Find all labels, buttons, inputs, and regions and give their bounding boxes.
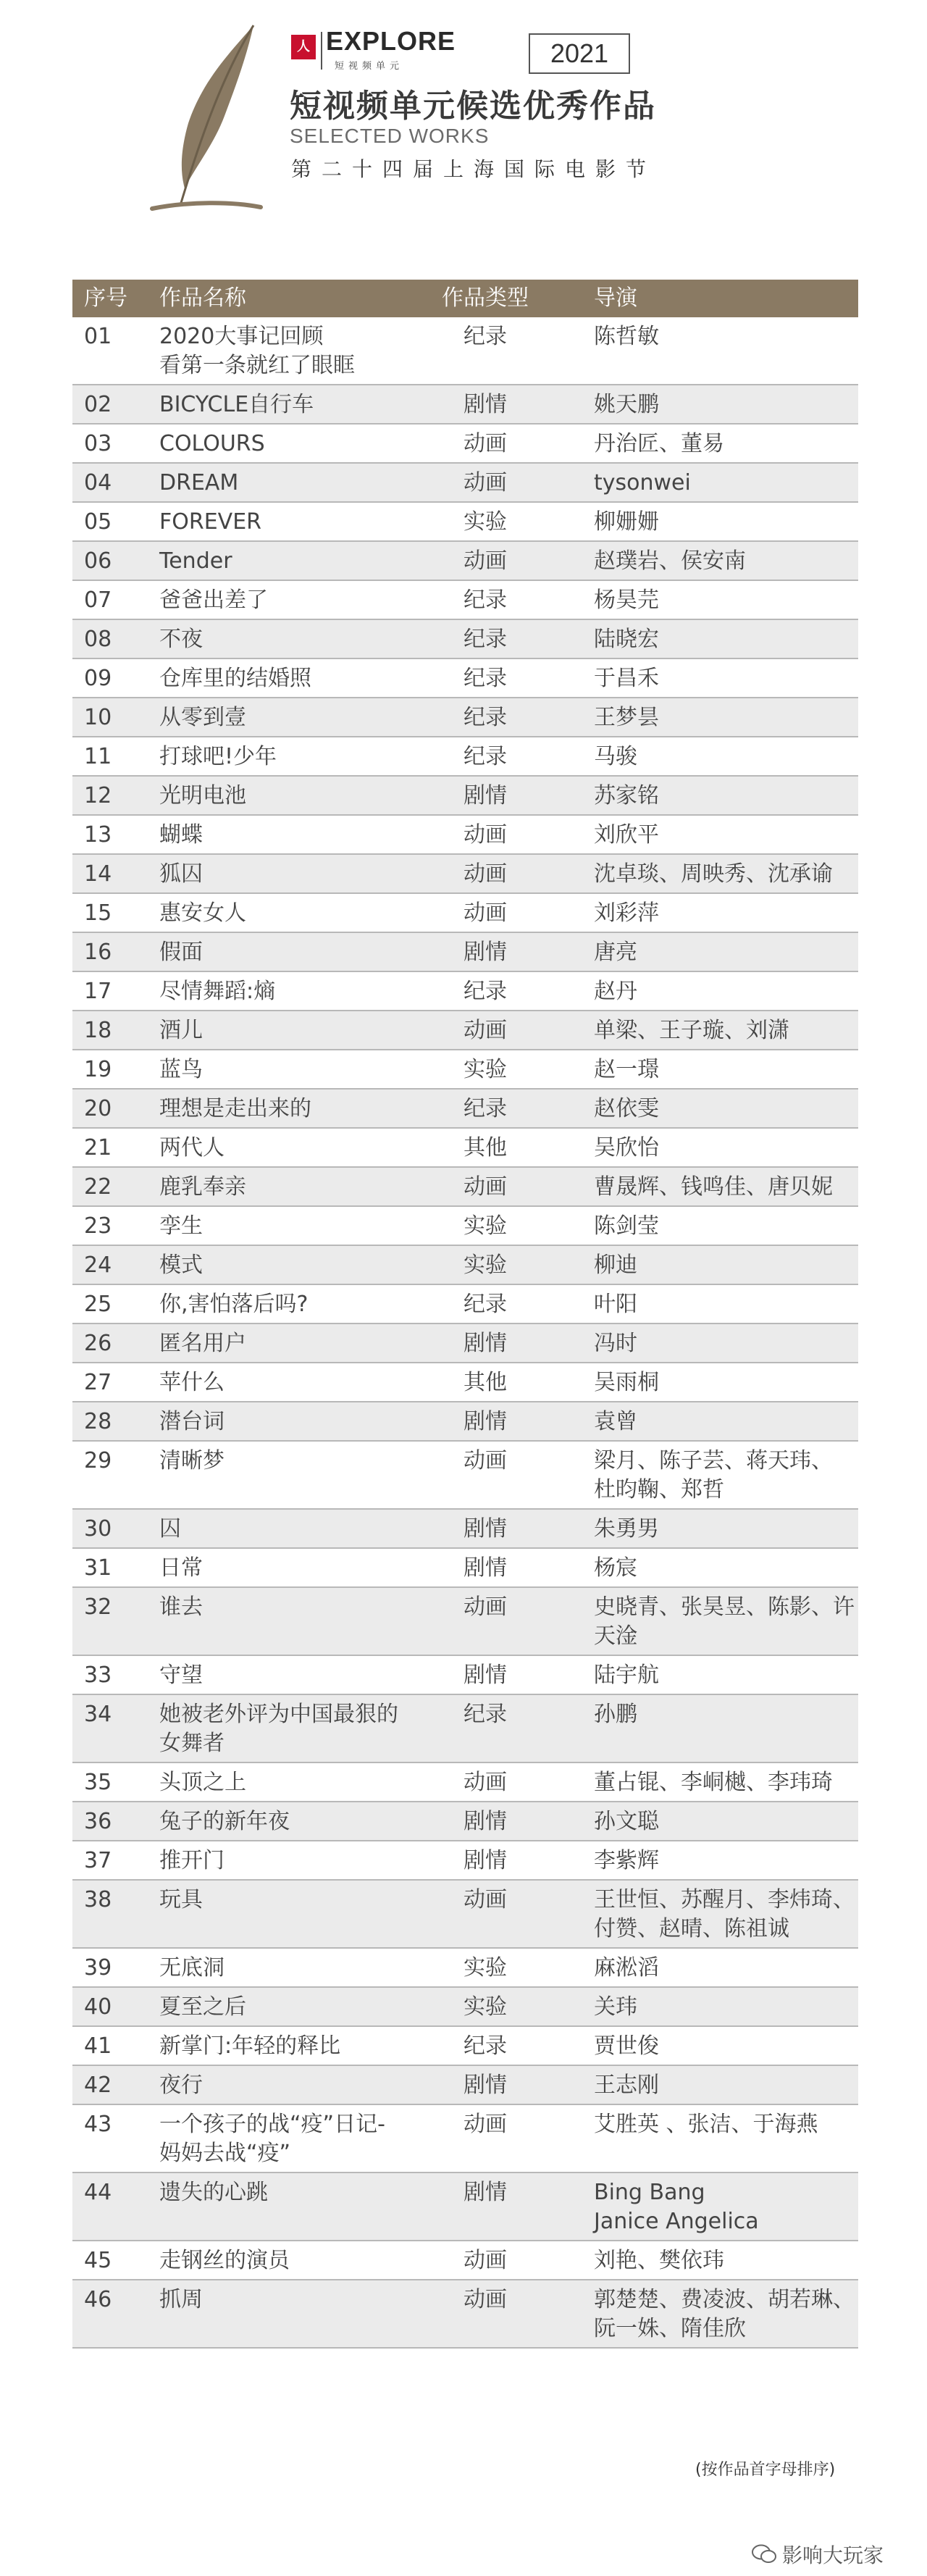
row-number: 25 [84,1292,112,1317]
row-director: 袁曾 [594,1409,637,1434]
row-title: 假面 [159,940,203,965]
row-title: 打球吧!少年 [159,744,277,769]
row-title: 头顶之上 [159,1770,246,1795]
row-title: 抓周 [159,2287,203,2312]
table-row [72,894,858,933]
row-number: 22 [84,1174,112,1200]
row-number: 24 [84,1253,112,1278]
table-body [72,317,858,2349]
row-title: 蓝鸟 [159,1057,203,1082]
row-number: 20 [84,1096,112,1121]
row-director: 刘彩萍 [594,900,659,926]
row-director: 单梁、王子璇、刘潇 [594,1018,789,1043]
row-number: 33 [84,1663,112,1688]
table-row [72,1011,858,1050]
row-title: 蝴蝶 [159,822,203,848]
table-row [72,1763,858,1802]
row-director: 于昌禾 [594,666,659,691]
row-director: 陆晓宏 [594,627,659,652]
row-number: 32 [84,1594,112,1620]
row-type: 纪录 [464,627,507,652]
table-row [72,2105,858,2173]
row-type: 实验 [464,1994,507,2020]
row-director: 唐亮 [594,940,637,965]
table-row [72,2280,858,2349]
row-number: 04 [84,470,112,495]
row-title: 走钢丝的演员 [159,2248,290,2273]
table-row [72,1168,858,1207]
table-row [72,1549,858,1588]
row-number: 30 [84,1516,112,1542]
row-title: 爸爸出差了 [159,587,268,613]
row-director: 王世恒、苏醒月、李炜琦、 付赞、赵晴、陈祖诚 [594,1887,855,1941]
row-director: 董占锟、李峒樾、李玮琦 [594,1770,833,1795]
row-title: 清晰梦 [159,1448,225,1473]
row-title: 潜台词 [159,1409,225,1434]
row-type: 剧情 [464,1409,507,1434]
row-number: 39 [84,1955,112,1981]
table-row [72,855,858,894]
row-type: 动画 [464,1448,507,1473]
row-director: 孙鹏 [594,1702,637,1727]
row-director: 孙文聪 [594,1809,659,1834]
festival-subtitle: 第二十四届上海国际电影节 [291,157,657,181]
table-row [72,1246,858,1285]
row-title: 狐囚 [159,861,203,887]
row-title: 囚 [159,1516,181,1542]
row-title: 从零到壹 [159,705,246,730]
row-number: 14 [84,861,112,887]
row-type: 动画 [464,431,507,456]
row-number: 16 [84,940,112,965]
table-row [72,1881,858,1949]
page-title-english: SELECTED WORKS [290,125,490,147]
row-title: 推开门 [159,1848,225,1873]
row-director: 赵璞岩、侯安南 [594,548,746,574]
row-number: 02 [84,392,112,417]
row-type: 动画 [464,900,507,926]
row-number: 18 [84,1018,112,1043]
row-type: 剧情 [464,1331,507,1356]
row-director: 柳迪 [594,1253,637,1278]
row-number: 36 [84,1809,112,1834]
table-row [72,777,858,816]
row-type: 实验 [464,509,507,535]
row-number: 38 [84,1887,112,1912]
row-type: 动画 [464,2248,507,2273]
table-row [72,1802,858,1841]
row-type: 剧情 [464,1663,507,1688]
row-title: 兔子的新年夜 [159,1809,290,1834]
row-number: 41 [84,2033,112,2059]
row-director: 刘艳、樊依玮 [594,2248,724,2273]
row-type: 剧情 [464,2180,507,2205]
row-number: 09 [84,666,112,691]
table-row [72,317,858,385]
brand-subname: 短视频单元 [335,61,404,72]
row-type: 剧情 [464,1809,507,1834]
row-number: 11 [84,744,112,769]
row-director: 史晓青、张昊昱、陈影、许天淦 [594,1594,855,1649]
row-director: 王梦昙 [594,705,659,730]
row-director: 赵一璟 [594,1057,659,1082]
row-title: 一个孩子的战“疫”日记- 妈妈去战“疫” [159,2112,385,2166]
sort-note: (按作品首字母排序) [695,2461,836,2479]
table-row [72,1285,858,1324]
table-row [72,464,858,503]
logo-divider [321,32,322,70]
row-type: 纪录 [464,1292,507,1317]
watermark [752,2540,884,2569]
table-row [72,698,858,737]
row-number: 31 [84,1555,112,1581]
row-title: 理想是走出来的 [159,1096,311,1121]
row-number: 08 [84,627,112,652]
row-title: 不夜 [159,627,203,652]
row-director: 李紫辉 [594,1848,659,1873]
row-type: 其他 [464,1370,507,1395]
row-director: 赵丹 [594,979,637,1004]
header-director: 导演 [594,285,637,311]
header-type: 作品类型 [442,285,529,311]
row-number: 40 [84,1994,112,2020]
table-row [72,425,858,464]
table-row [72,1129,858,1168]
table-row [72,1656,858,1695]
row-number: 12 [84,783,112,808]
table-row [72,1510,858,1549]
row-director: 王志刚 [594,2073,659,2098]
table-row [72,1588,858,1656]
table-row [72,2241,858,2280]
brand-name: EXPLORE [326,26,456,56]
table-header [72,280,858,317]
row-director: 艾胜英 、张洁、于海燕 [594,2112,818,2137]
table-row [72,2173,858,2241]
row-director: 吴欣怡 [594,1135,659,1161]
row-number: 15 [84,900,112,926]
row-type: 剧情 [464,2073,507,2098]
row-type: 剧情 [464,392,507,417]
row-title: Tender [159,548,232,574]
table-row [72,2027,858,2066]
row-type: 动画 [464,548,507,574]
row-title: 你,害怕落后吗? [159,1292,309,1317]
row-type: 实验 [464,1955,507,1981]
row-title: 惠安女人 [159,900,246,926]
row-director: 陈哲敏 [594,324,659,349]
table-row [72,933,858,972]
row-number: 07 [84,587,112,613]
row-number: 27 [84,1370,112,1395]
row-type: 纪录 [464,666,507,691]
row-director: 冯时 [594,1331,637,1356]
row-number: 34 [84,1702,112,1727]
wechat-icon [752,2544,776,2564]
row-type: 动画 [464,861,507,887]
row-type: 剧情 [464,783,507,808]
row-number: 29 [84,1448,112,1473]
row-title: 酒儿 [159,1018,203,1043]
row-director: 沈卓琰、周映秀、沈承谕 [594,861,833,887]
row-director: Bing Bang Janice Angelica [594,2180,759,2234]
row-title: 玩具 [159,1887,203,1912]
row-number: 03 [84,431,112,456]
row-title: 仓库里的结婚照 [159,666,311,691]
table-row [72,737,858,777]
row-title: 新掌门:年轻的释比 [159,2033,341,2059]
row-director: 姚天鹏 [594,392,659,417]
row-type: 剧情 [464,1848,507,1873]
row-title: 无底洞 [159,1955,225,1981]
row-number: 44 [84,2180,112,2205]
row-director: 关玮 [594,1994,637,2020]
row-type: 纪录 [464,324,507,349]
table-row [72,542,858,581]
row-title: 守望 [159,1663,203,1688]
table-row [72,1841,858,1881]
row-title: 夜行 [159,2073,203,2098]
table-row [72,620,858,659]
row-type: 实验 [464,1057,507,1082]
watermark-text: 影响大玩家 [782,2543,884,2567]
row-title: 遗失的心跳 [159,2180,268,2205]
row-title: BICYCLE自行车 [159,392,314,417]
header-number: 序号 [84,285,127,311]
row-type: 纪录 [464,2033,507,2059]
row-director: 杨宸 [594,1555,637,1581]
year-badge: 2021 [529,33,630,74]
row-number: 35 [84,1770,112,1795]
row-type: 纪录 [464,979,507,1004]
table-row [72,1402,858,1442]
row-type: 纪录 [464,744,507,769]
row-director: 郭楚楚、费凌波、胡若琳、 阮一姝、隋佳欣 [594,2287,855,2341]
row-title: 她被老外评为中国最狠的 女舞者 [159,1702,398,1756]
row-title: 夏至之后 [159,1994,246,2020]
row-director: 丹治匠、董易 [594,431,724,456]
row-number: 21 [84,1135,112,1161]
row-title: 模式 [159,1253,203,1278]
table-row [72,1050,858,1090]
row-director: 曹晟辉、钱鸣佳、唐贝妮 [594,1174,833,1200]
table-row [72,659,858,698]
row-type: 纪录 [464,705,507,730]
row-type: 剧情 [464,940,507,965]
works-table [72,280,858,2349]
row-director: 陈剑莹 [594,1213,659,1239]
row-type: 纪录 [464,587,507,613]
row-number: 13 [84,822,112,848]
table-row [72,1207,858,1246]
row-number: 10 [84,705,112,730]
row-number: 42 [84,2073,112,2098]
quill-feather-icon [145,22,268,217]
table-row [72,2066,858,2105]
row-director: 马骏 [594,744,637,769]
row-director: 杨昊芫 [594,587,659,613]
row-type: 动画 [464,1018,507,1043]
table-row [72,1363,858,1402]
row-director: 叶阳 [594,1292,637,1317]
row-title: DREAM [159,470,239,495]
row-number: 37 [84,1848,112,1873]
table-row [72,1324,858,1363]
row-director: 陆宇航 [594,1663,659,1688]
row-number: 05 [84,509,112,535]
row-number: 06 [84,548,112,574]
row-type: 动画 [464,822,507,848]
row-type: 实验 [464,1253,507,1278]
row-type: 纪录 [464,1702,507,1727]
table-row [72,972,858,1011]
row-title: 两代人 [159,1135,225,1161]
row-title: COLOURS [159,431,265,456]
row-type: 实验 [464,1213,507,1239]
festival-logo-icon: 人 [291,35,316,59]
row-type: 动画 [464,1887,507,1912]
row-type: 剧情 [464,1555,507,1581]
row-type: 动画 [464,2287,507,2312]
row-director: 刘欣平 [594,822,659,848]
row-number: 19 [84,1057,112,1082]
table-row [72,503,858,542]
row-type: 动画 [464,1594,507,1620]
row-number: 46 [84,2287,112,2312]
row-director: 赵依雯 [594,1096,659,1121]
row-number: 28 [84,1409,112,1434]
row-title: 2020大事记回顾 看第一条就红了眼眶 [159,324,355,378]
row-title: 孪生 [159,1213,203,1239]
row-director: 吴雨桐 [594,1370,659,1395]
table-row [72,1695,858,1763]
row-number: 01 [84,324,112,349]
row-type: 剧情 [464,1516,507,1542]
row-title: FOREVER [159,509,261,535]
row-title: 光明电池 [159,783,246,808]
table-row [72,1949,858,1988]
header-title: 作品名称 [159,285,246,311]
row-director: 梁月、陈子芸、蒋天玮、 杜昀鞠、郑哲 [594,1448,833,1502]
page-title: 短视频单元候选优秀作品 [290,88,656,125]
row-title: 尽情舞蹈:熵 [159,979,276,1004]
row-title: 谁去 [159,1594,203,1620]
row-title: 匿名用户 [159,1331,246,1356]
row-director: 朱勇男 [594,1516,659,1542]
row-director: 贾世俊 [594,2033,659,2059]
table-row [72,1442,858,1510]
table-row [72,385,858,425]
table-row [72,1988,858,2027]
row-title: 日常 [159,1555,203,1581]
row-number: 26 [84,1331,112,1356]
row-number: 17 [84,979,112,1004]
row-director: 柳姗姗 [594,509,659,535]
row-type: 纪录 [464,1096,507,1121]
row-director: 苏家铭 [594,783,659,808]
row-title: 鹿乳奉亲 [159,1174,246,1200]
row-type: 动画 [464,1770,507,1795]
row-title: 苹什么 [159,1370,225,1395]
page-header [0,0,927,239]
row-director: 麻淞滔 [594,1955,659,1981]
table-row [72,1090,858,1129]
row-type: 其他 [464,1135,507,1161]
table-row [72,816,858,855]
row-number: 45 [84,2248,112,2273]
row-director: tysonwei [594,470,691,495]
row-number: 23 [84,1213,112,1239]
row-type: 动画 [464,2112,507,2137]
row-type: 动画 [464,470,507,495]
row-type: 动画 [464,1174,507,1200]
row-number: 43 [84,2112,112,2137]
table-row [72,581,858,620]
